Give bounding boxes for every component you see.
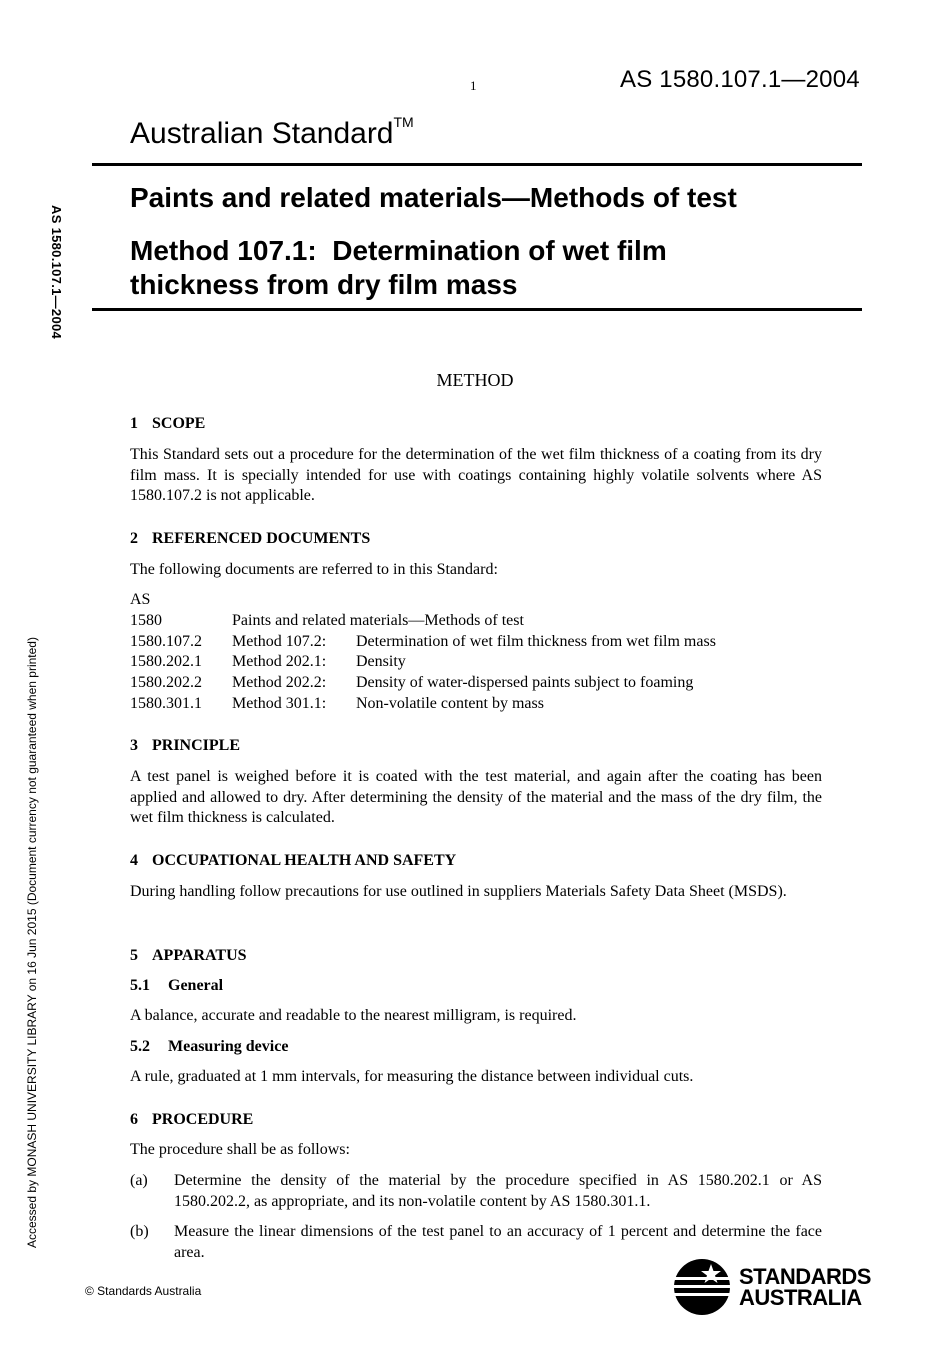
logo-line-1: STANDARDS <box>739 1264 871 1289</box>
series-title-text: Australian Standard <box>130 117 394 150</box>
references-intro: The following documents are referred to in this Standard: <box>130 561 498 578</box>
reference-title: Determination of wet film thickness from wet film mass <box>356 632 716 650</box>
access-notice: Accessed by MONASH UNIVERSITY LIBRARY on 16 Jun 2015 (Document currency not guaranteed when printed) <box>25 637 39 1248</box>
section-title: APPARATUS <box>152 947 247 964</box>
side-standard-code: AS 1580.107.1—2004 <box>49 205 64 340</box>
copyright-notice: © Standards Australia <box>85 1284 202 1298</box>
header-rule-bottom <box>92 308 862 311</box>
item-label: (a) <box>130 1172 148 1189</box>
section-number: 2 <box>130 530 138 547</box>
page-number: 1 <box>470 78 477 93</box>
section-number: 5 <box>130 947 138 964</box>
logo-emblem-icon <box>673 1258 731 1316</box>
section-3-heading <box>130 736 822 757</box>
measuring-device-paragraph: A rule, graduated at 1 mm intervals, for measuring the distance between individual cuts. <box>130 1068 694 1085</box>
subsection-number: 5.1 <box>130 977 150 994</box>
section-number: 3 <box>130 737 138 754</box>
trademark-mark: TM <box>393 114 414 130</box>
reference-code: 1580.107.2 <box>130 632 202 650</box>
reference-method: Method 202.1: <box>232 653 327 671</box>
section-5-heading <box>130 946 822 967</box>
reference-method: Paints and related materials—Methods of test <box>232 611 524 629</box>
reference-row <box>130 694 822 715</box>
method-title-line-1: Method 107.1: Determination of wet film <box>130 235 667 266</box>
series-title <box>130 114 414 151</box>
section-4-heading <box>130 851 822 872</box>
procedure-intro: The procedure shall be as follows: <box>130 1141 350 1158</box>
reference-code: 1580.202.2 <box>130 674 202 692</box>
method-title-line-2: thickness from dry film mass <box>130 269 518 300</box>
references-list <box>130 590 822 715</box>
section-number: 1 <box>130 415 138 432</box>
procedure-item <box>130 1171 822 1212</box>
section-title: OCCUPATIONAL HEALTH AND SAFETY <box>152 852 457 869</box>
reference-title: Density <box>356 653 406 671</box>
reference-title: Density of water-dispersed paints subject to foaming <box>356 674 694 692</box>
item-text: Determine the density of the material by the procedure specified in AS 1580.202.1 or AS 1580.202.2, as appropriate, and its non-volatile content by AS 1580.301.1. <box>174 1172 822 1210</box>
reference-title: Non-volatile content by mass <box>356 694 544 712</box>
reference-code: 1580.202.1 <box>130 653 202 671</box>
section-title: REFERENCED DOCUMENTS <box>152 530 371 547</box>
reference-code: 1580.301.1 <box>130 694 202 712</box>
header-rule-top <box>92 163 862 166</box>
item-text: Measure the linear dimensions of the test panel to an accuracy of 1 percent and determine the face area. <box>174 1223 822 1261</box>
reference-prefix <box>130 590 822 611</box>
reference-row <box>130 673 822 694</box>
section-6-heading <box>130 1110 822 1131</box>
section-2-heading <box>130 529 822 550</box>
reference-method: Method 107.2: <box>232 632 327 650</box>
reference-method: Method 202.2: <box>232 674 327 692</box>
scope-paragraph: This Standard sets out a procedure for the determination of the wet film thickness of a coating from its dry film mass. It is specially intended for use with coatings containing highly volatile solvents where AS 1580.107.2 is not applicable. <box>130 446 822 504</box>
method-title <box>130 234 770 302</box>
reference-method: Method 301.1: <box>232 694 327 712</box>
document-title: Paints and related materials—Methods of test <box>130 182 737 213</box>
section-5-1-heading <box>130 976 822 997</box>
section-5-2-heading <box>130 1037 822 1058</box>
method-heading: METHOD <box>436 370 514 390</box>
section-title: SCOPE <box>152 415 206 432</box>
reference-row <box>130 652 822 673</box>
reference-code: 1580 <box>130 611 162 629</box>
standard-code: AS 1580.107.1—2004 <box>620 66 860 93</box>
subsection-number: 5.2 <box>130 1038 150 1055</box>
logo-line-2: AUSTRALIA <box>739 1285 862 1310</box>
principle-paragraph: A test panel is weighed before it is coated with the test material, and again after the coating has been applied and allowed to dry. After determining the density of the material and the mass of the dry film, the wet film thickness is calculated. <box>130 768 822 826</box>
section-number: 4 <box>130 852 138 869</box>
item-label: (b) <box>130 1223 149 1240</box>
standards-australia-logo <box>673 1258 871 1316</box>
procedure-item <box>130 1222 822 1263</box>
reference-row <box>130 611 822 632</box>
section-title: PROCEDURE <box>152 1111 254 1128</box>
subsection-title: General <box>168 977 224 994</box>
section-number: 6 <box>130 1111 138 1128</box>
reference-prefix-text: AS <box>130 591 151 608</box>
logo-wordmark <box>739 1266 871 1308</box>
section-1-heading <box>130 414 822 435</box>
reference-row <box>130 632 822 653</box>
safety-paragraph: During handling follow precautions for use outlined in suppliers Materials Safety Data Sheet (MSDS). <box>130 883 787 900</box>
section-title: PRINCIPLE <box>152 737 241 754</box>
general-paragraph: A balance, accurate and readable to the nearest milligram, is required. <box>130 1007 577 1024</box>
subsection-title: Measuring device <box>168 1038 289 1055</box>
